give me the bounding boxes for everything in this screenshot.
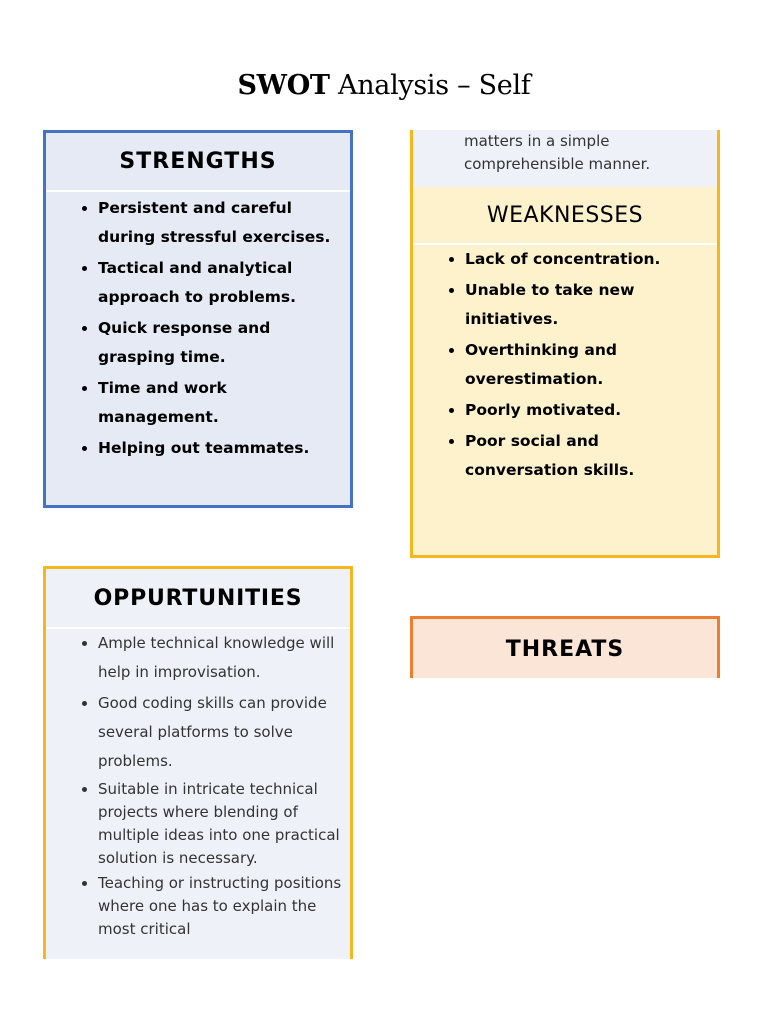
strengths-list: [46, 192, 350, 463]
list-item: • Teaching or instructing positions where one has to explain the most critical: [98, 872, 350, 941]
list-item: • Poorly motivated.: [465, 396, 717, 425]
list-item: • Unable to take new initiatives.: [465, 276, 717, 334]
list-item: • Overthinking and overestimation.: [465, 336, 717, 394]
opportunities-heading: OPPURTUNITIES: [46, 569, 350, 629]
strengths-heading: STRENGTHS: [46, 133, 350, 192]
list-item: • Tactical and analytical approach to problems.: [98, 254, 350, 312]
list-item: • Suitable in intricate technical projects where blending of multiple ideas into one practical solution is necessary.: [98, 778, 350, 870]
strengths-box: [43, 130, 353, 508]
continued-text: [413, 130, 717, 187]
page-title: [0, 70, 768, 101]
list-item: • Quick response and grasping time.: [98, 314, 350, 372]
list-item: • Persistent and careful during stressful exercises.: [98, 194, 350, 252]
threats-heading: THREATS: [505, 637, 625, 662]
list-item: • Ample technical knowledge will help in improvisation.: [98, 629, 350, 687]
title-rest: Analysis – Self: [329, 70, 531, 101]
list-item: • Time and work management.: [98, 374, 350, 432]
threats-box: [410, 616, 720, 678]
list-item: • Poor social and conversation skills.: [465, 427, 717, 485]
title-bold: SWOT: [237, 70, 330, 101]
weaknesses-list: [413, 245, 717, 485]
continued-line: comprehensible manner.: [464, 155, 651, 173]
weaknesses-heading: WEAKNESSES: [413, 187, 717, 245]
continued-line: matters in a simple: [464, 132, 610, 150]
list-item: • Good coding skills can provide several platforms to solve problems.: [98, 689, 350, 776]
opportunities-box: [43, 566, 353, 959]
opportunities-list: [46, 629, 350, 941]
list-item: • Helping out teammates.: [98, 434, 350, 463]
weaknesses-box: [410, 130, 720, 558]
list-item: • Lack of concentration.: [465, 245, 717, 274]
